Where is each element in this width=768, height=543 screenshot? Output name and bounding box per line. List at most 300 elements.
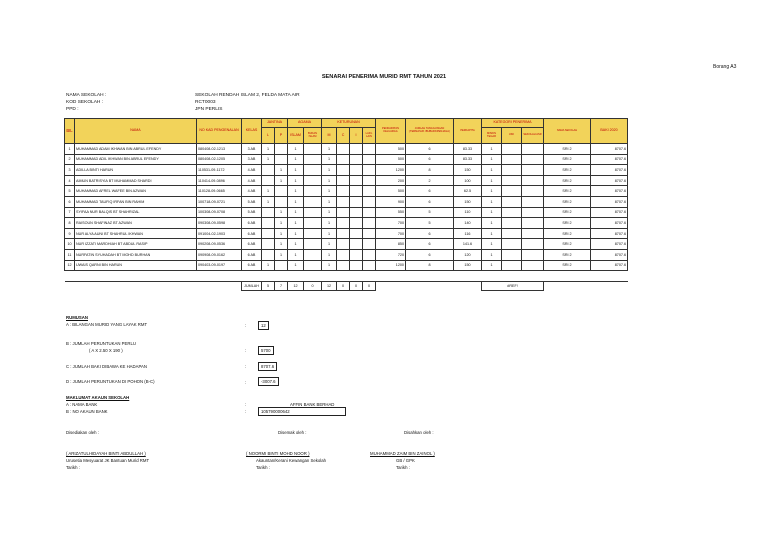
cell-i bbox=[350, 260, 363, 271]
cell-miskin: 1 bbox=[482, 207, 502, 218]
cell-l bbox=[262, 175, 275, 186]
cell-asr bbox=[522, 186, 544, 197]
cell-baki: 8707.6 bbox=[591, 154, 628, 165]
total-lain: 0 bbox=[363, 282, 376, 291]
table-row bbox=[65, 196, 628, 207]
total-bukan: 0 bbox=[304, 282, 322, 291]
table-row bbox=[65, 239, 628, 250]
rumusan-d-value: -3007.6 bbox=[258, 377, 279, 386]
cell-m: 1 bbox=[322, 175, 337, 186]
cell-p bbox=[275, 144, 288, 155]
cell-islam: 1 bbox=[288, 196, 304, 207]
cell-kelas: 6 AB bbox=[242, 260, 262, 271]
header-bil: BIL bbox=[65, 119, 75, 144]
cell-lain bbox=[363, 196, 376, 207]
cell-pendapatan: 900 bbox=[376, 196, 406, 207]
cell-sekolah: SRI 2 bbox=[544, 228, 591, 239]
cell-pendapatan: 200 bbox=[376, 175, 406, 186]
cell-kelas: 6 AB bbox=[242, 228, 262, 239]
cell-sekolah: SRI 2 bbox=[544, 260, 591, 271]
cell-c bbox=[337, 249, 350, 260]
cell-lain bbox=[363, 175, 376, 186]
cell-asr bbox=[522, 175, 544, 186]
cell-kp: 090308-09-0598 bbox=[197, 218, 242, 229]
header-kat-miskin: MISKIN TEGAR bbox=[482, 128, 502, 144]
cell-c bbox=[337, 186, 350, 197]
header-agama-bukan-islam: BUKAN ISLAM bbox=[304, 128, 322, 144]
cell-baki: 8707.6 bbox=[591, 207, 628, 218]
bank-name-colon: : bbox=[245, 402, 247, 407]
cell-c bbox=[337, 207, 350, 218]
approved-by-name: MUHAMMAD ZAIM BIN ZAINOL ) bbox=[370, 451, 435, 456]
cell-lain bbox=[363, 165, 376, 176]
cell-bil: 1 bbox=[65, 144, 75, 155]
cell-tanggungan: 6 bbox=[406, 154, 454, 165]
cell-i bbox=[350, 196, 363, 207]
cell-lain bbox=[363, 260, 376, 271]
cell-nama: MUHAMMAD ADIL IKHWAN BIN ABRUL EFENDY bbox=[75, 154, 197, 165]
cell-asr bbox=[522, 196, 544, 207]
cell-p: 1 bbox=[275, 249, 288, 260]
header-ket-lain: LAIN-LAIN bbox=[363, 128, 376, 144]
cell-nama: MUHAMMAD TAUFIQ IRFAN BIN RAHIM bbox=[75, 196, 197, 207]
cell-kelas: 3 AB bbox=[242, 154, 262, 165]
cell-tanggungan: 6 bbox=[406, 196, 454, 207]
total-kategori: #REF! bbox=[482, 282, 544, 291]
cell-kp: 090208-09-0536 bbox=[197, 239, 242, 250]
cell-m: 1 bbox=[322, 218, 337, 229]
totals-tail bbox=[544, 282, 628, 291]
cell-p: 1 bbox=[275, 165, 288, 176]
ppd-label: PPD : bbox=[66, 107, 79, 112]
cell-tanggungan: 6 bbox=[406, 144, 454, 155]
prepared-by-date: Tarikh : bbox=[66, 465, 80, 470]
header-nama: NAMA bbox=[75, 119, 197, 144]
cell-p: 1 bbox=[275, 228, 288, 239]
cell-sekolah: SRI 2 bbox=[544, 218, 591, 229]
cell-l: 1 bbox=[262, 144, 275, 155]
cell-bukan bbox=[304, 175, 322, 186]
cell-nama: UWAIS QARNI BIN HARUN bbox=[75, 260, 197, 271]
cell-bil: 10 bbox=[65, 239, 75, 250]
header-kelas: KELAS bbox=[242, 119, 262, 144]
cell-l: 1 bbox=[262, 154, 275, 165]
cell-islam: 1 bbox=[288, 207, 304, 218]
cell-m: 1 bbox=[322, 154, 337, 165]
cell-p bbox=[275, 196, 288, 207]
approved-by-caption: Disahkan oleh : bbox=[404, 430, 434, 435]
cell-perkapita: 150 bbox=[454, 196, 482, 207]
cell-kp: 080408-02-1213 bbox=[197, 144, 242, 155]
checked-by-caption: Disemak oleh : bbox=[278, 430, 307, 435]
cell-perkapita: 150 bbox=[454, 260, 482, 271]
cell-tanggungan: 6 bbox=[406, 249, 454, 260]
cell-ukk bbox=[502, 165, 522, 176]
cell-sekolah: SRI 2 bbox=[544, 175, 591, 186]
cell-i bbox=[350, 144, 363, 155]
cell-baki: 8707.6 bbox=[591, 239, 628, 250]
checked-by-date: Tarikh : bbox=[256, 465, 270, 470]
header-ket-m: M bbox=[322, 128, 337, 144]
cell-ukk bbox=[502, 260, 522, 271]
cell-i bbox=[350, 249, 363, 260]
cell-bukan bbox=[304, 228, 322, 239]
cell-ukk bbox=[502, 186, 522, 197]
cell-m: 1 bbox=[322, 196, 337, 207]
cell-l: 1 bbox=[262, 196, 275, 207]
cell-bil: 5 bbox=[65, 186, 75, 197]
cell-lain bbox=[363, 218, 376, 229]
cell-miskin: 1 bbox=[482, 196, 502, 207]
cell-bil: 12 bbox=[65, 260, 75, 271]
cell-baki: 8707.6 bbox=[591, 249, 628, 260]
cell-m: 1 bbox=[322, 249, 337, 260]
cell-i bbox=[350, 175, 363, 186]
cell-islam: 1 bbox=[288, 175, 304, 186]
total-m: 12 bbox=[322, 282, 337, 291]
cell-bukan bbox=[304, 165, 322, 176]
cell-p: 1 bbox=[275, 175, 288, 186]
cell-c bbox=[337, 218, 350, 229]
cell-l bbox=[262, 228, 275, 239]
cell-kp: 100308-09-0708 bbox=[197, 207, 242, 218]
cell-p bbox=[275, 260, 288, 271]
cell-perkapita: 140 bbox=[454, 218, 482, 229]
cell-bil: 2 bbox=[65, 154, 75, 165]
cell-pendapatan: 1200 bbox=[376, 165, 406, 176]
cell-nama: NUR IZZATI MARDHIAH BT ABDUL RASIP bbox=[75, 239, 197, 250]
header-pendapatan: PENDAPATAN KELUARGA bbox=[376, 119, 406, 144]
cell-i bbox=[350, 186, 363, 197]
cell-bukan bbox=[304, 144, 322, 155]
cell-nama: NURFATIN SYUHADAH BT MOHD BURHAN bbox=[75, 249, 197, 260]
cell-c bbox=[337, 196, 350, 207]
checked-by-role: Akauntan/Kerani Kewangan Sekolah bbox=[256, 458, 326, 463]
bank-account-value: 105790000642 bbox=[258, 407, 346, 416]
cell-l bbox=[262, 249, 275, 260]
cell-sekolah: SRI 2 bbox=[544, 186, 591, 197]
header-kat-ukk: UKK bbox=[502, 128, 522, 144]
cell-nama: MUHAMMAD ADAM IKHWAN BIN ABRUL EFENDY bbox=[75, 144, 197, 155]
cell-pendapatan: 700 bbox=[376, 218, 406, 229]
cell-p: 1 bbox=[275, 207, 288, 218]
cell-islam: 1 bbox=[288, 249, 304, 260]
cell-ukk bbox=[502, 175, 522, 186]
cell-c bbox=[337, 165, 350, 176]
cell-perkapita: 110 bbox=[454, 207, 482, 218]
cell-kp: 090403-09-0197 bbox=[197, 260, 242, 271]
cell-perkapita: 120 bbox=[454, 249, 482, 260]
cell-pendapatan: 500 bbox=[376, 186, 406, 197]
cell-l bbox=[262, 239, 275, 250]
cell-ukk bbox=[502, 196, 522, 207]
cell-pendapatan: 1200 bbox=[376, 260, 406, 271]
cell-kp: 110128-09-0665 bbox=[197, 186, 242, 197]
cell-bukan bbox=[304, 207, 322, 218]
cell-m: 1 bbox=[322, 239, 337, 250]
cell-bukan bbox=[304, 239, 322, 250]
cell-miskin: 1 bbox=[482, 228, 502, 239]
cell-i bbox=[350, 154, 363, 165]
cell-perkapita: 141.6 bbox=[454, 239, 482, 250]
cell-lain bbox=[363, 154, 376, 165]
cell-perkapita: 150 bbox=[454, 165, 482, 176]
cell-islam: 1 bbox=[288, 144, 304, 155]
table-row bbox=[65, 175, 628, 186]
cell-islam: 1 bbox=[288, 228, 304, 239]
cell-bil: 8 bbox=[65, 218, 75, 229]
cell-kelas: 6 AB bbox=[242, 218, 262, 229]
cell-asr bbox=[522, 228, 544, 239]
cell-bukan bbox=[304, 218, 322, 229]
cell-ukk bbox=[502, 249, 522, 260]
cell-kelas: 4 AB bbox=[242, 175, 262, 186]
cell-pendapatan: 550 bbox=[376, 207, 406, 218]
cell-sekolah: SRI 2 bbox=[544, 165, 591, 176]
school-code-label: KOD SEKOLAH : bbox=[66, 100, 104, 105]
bank-name-label: A : NAMA BANK bbox=[66, 402, 98, 407]
totals-empty bbox=[65, 282, 242, 291]
cell-asr bbox=[522, 207, 544, 218]
cell-bukan bbox=[304, 186, 322, 197]
header-perkapita: PERKAPITA bbox=[454, 119, 482, 144]
rumusan-title: RUMUSAN bbox=[66, 315, 88, 320]
cell-asr bbox=[522, 165, 544, 176]
cell-m: 1 bbox=[322, 165, 337, 176]
cell-c bbox=[337, 175, 350, 186]
cell-lain bbox=[363, 249, 376, 260]
cell-islam: 1 bbox=[288, 260, 304, 271]
table-row bbox=[65, 165, 628, 176]
cell-l: 1 bbox=[262, 260, 275, 271]
approved-by-role: GB / GPK bbox=[396, 458, 415, 463]
cell-tanggungan: 8 bbox=[406, 165, 454, 176]
cell-bil: 11 bbox=[65, 249, 75, 260]
rumusan-c-colon: : bbox=[245, 364, 247, 369]
cell-sekolah: SRI 2 bbox=[544, 196, 591, 207]
recipient-table bbox=[64, 118, 628, 291]
school-name-value: SEKOLAH RENDAH ISLAM 2, FELDA MATA AIR bbox=[195, 93, 300, 98]
totals-gap bbox=[376, 282, 482, 291]
header-jantina-p: P bbox=[275, 128, 288, 144]
cell-m: 1 bbox=[322, 260, 337, 271]
table-row bbox=[65, 228, 628, 239]
cell-nama: SYIFAA NUR BALQIS BT SHAHRIZAL bbox=[75, 207, 197, 218]
cell-l bbox=[262, 165, 275, 176]
cell-sekolah: SRI 2 bbox=[544, 154, 591, 165]
cell-sekolah: SRI 2 bbox=[544, 249, 591, 260]
cell-bukan bbox=[304, 196, 322, 207]
bank-name-value: AFFIN BANK BERHAD bbox=[290, 402, 335, 407]
cell-tanggungan: 8 bbox=[406, 260, 454, 271]
cell-tanggungan: 2 bbox=[406, 175, 454, 186]
totals-row bbox=[65, 282, 628, 291]
rumusan-b-label: B : JUMLAH PERUNTUKAN PERLU bbox=[66, 341, 136, 346]
cell-l: 1 bbox=[262, 186, 275, 197]
spacer-cell bbox=[65, 271, 628, 282]
rumusan-a-label: A : BILANGAN MURID YANG LAYAK RMT bbox=[66, 322, 148, 327]
cell-sekolah: SRI 2 bbox=[544, 239, 591, 250]
cell-kelas: 4 AB bbox=[242, 186, 262, 197]
header-jantina-l: L bbox=[262, 128, 275, 144]
cell-m: 1 bbox=[322, 186, 337, 197]
cell-asr bbox=[522, 144, 544, 155]
school-name-label: NAMA SEKOLAH : bbox=[66, 93, 107, 98]
table-row bbox=[65, 154, 628, 165]
cell-asr bbox=[522, 218, 544, 229]
cell-asr bbox=[522, 249, 544, 260]
cell-islam: 1 bbox=[288, 239, 304, 250]
cell-lain bbox=[363, 186, 376, 197]
cell-miskin: 1 bbox=[482, 165, 502, 176]
bank-account-colon: : bbox=[245, 409, 247, 414]
cell-c bbox=[337, 239, 350, 250]
cell-kp: 080408-02-1205 bbox=[197, 154, 242, 165]
cell-tanggungan: 6 bbox=[406, 186, 454, 197]
cell-bil: 3 bbox=[65, 165, 75, 176]
rumusan-d-colon: : bbox=[245, 380, 247, 385]
header-baki: BAKI 2020 bbox=[591, 119, 628, 144]
cell-bil: 4 bbox=[65, 175, 75, 186]
cell-sekolah: SRI 2 bbox=[544, 207, 591, 218]
cell-ukk bbox=[502, 228, 522, 239]
cell-miskin: 1 bbox=[482, 218, 502, 229]
cell-perkapita: 116 bbox=[454, 228, 482, 239]
header-no-kp: NO KAD PENGENALAN bbox=[197, 119, 242, 144]
cell-m: 1 bbox=[322, 207, 337, 218]
bank-title: MAKLUMAT AKAUN SEKOLAH bbox=[66, 395, 130, 400]
document-title: SENARAI PENERIMA MURID RMT TAHUN 2021 bbox=[321, 74, 447, 80]
cell-islam: 1 bbox=[288, 186, 304, 197]
cell-tanggungan: 5 bbox=[406, 207, 454, 218]
cell-kelas: 4 AB bbox=[242, 165, 262, 176]
total-i: 0 bbox=[350, 282, 363, 291]
table-row bbox=[65, 260, 628, 271]
bank-account-label: B : NO AKAUN BANK bbox=[66, 409, 108, 414]
table-row bbox=[65, 144, 628, 155]
cell-kelas: 3 AB bbox=[242, 144, 262, 155]
cell-perkapita: 83.33 bbox=[454, 144, 482, 155]
cell-bukan bbox=[304, 249, 322, 260]
rumusan-a-colon: : bbox=[245, 323, 247, 328]
cell-baki: 8707.6 bbox=[591, 260, 628, 271]
cell-i bbox=[350, 228, 363, 239]
cell-pendapatan: 850 bbox=[376, 239, 406, 250]
cell-miskin: 1 bbox=[482, 239, 502, 250]
cell-bil: 6 bbox=[65, 196, 75, 207]
header-ket-i: I bbox=[350, 128, 363, 144]
cell-lain bbox=[363, 207, 376, 218]
cell-kp: 090908-09-0162 bbox=[197, 249, 242, 260]
cell-ukk bbox=[502, 218, 522, 229]
cell-asr bbox=[522, 154, 544, 165]
cell-perkapita: 83.33 bbox=[454, 154, 482, 165]
cell-ukk bbox=[502, 207, 522, 218]
cell-m: 1 bbox=[322, 228, 337, 239]
rumusan-c-value: 8707.6 bbox=[258, 362, 277, 371]
total-p: 7 bbox=[275, 282, 288, 291]
table-row bbox=[65, 207, 628, 218]
header-tanggungan: JUMLAH TANGGUNGAN (TERMASUK IBUBAPA/PENJAGA) bbox=[406, 119, 454, 144]
header-agama: AGAMA bbox=[288, 119, 322, 128]
table-row bbox=[65, 186, 628, 197]
cell-islam: 1 bbox=[288, 165, 304, 176]
cell-baki: 8707.6 bbox=[591, 144, 628, 155]
cell-asr bbox=[522, 260, 544, 271]
form-code: Borang A3 bbox=[713, 64, 737, 70]
cell-nama: ADILLA BINTI HARUN bbox=[75, 165, 197, 176]
table-spacer-row bbox=[65, 271, 628, 282]
rumusan-c-label: C : JUMLAH BAKI DIBAWA KE HADAPAN bbox=[66, 364, 148, 369]
school-code-value: RCT0003 bbox=[195, 100, 216, 105]
cell-perkapita: 100 bbox=[454, 175, 482, 186]
header-ket-c: C bbox=[337, 128, 350, 144]
rumusan-b-value: 5700 bbox=[258, 346, 274, 355]
cell-lain bbox=[363, 239, 376, 250]
cell-islam: 1 bbox=[288, 218, 304, 229]
cell-tanggungan: 6 bbox=[406, 228, 454, 239]
prepared-by-name: ( ARIZATULHIDAYAH BINTI ABDULLAH ) bbox=[66, 451, 146, 456]
cell-bil: 9 bbox=[65, 228, 75, 239]
cell-kelas: 6 AB bbox=[242, 239, 262, 250]
checked-by-name: ( NOORMI BINTI MOHD NOOR ) bbox=[246, 451, 310, 456]
cell-ukk bbox=[502, 144, 522, 155]
cell-miskin: 1 bbox=[482, 249, 502, 260]
cell-lain bbox=[363, 144, 376, 155]
prepared-by-role: Urusetia Mesyuarat JK Bantuan Murid RMT bbox=[66, 458, 150, 463]
cell-miskin: 1 bbox=[482, 175, 502, 186]
cell-p: 1 bbox=[275, 239, 288, 250]
cell-l bbox=[262, 218, 275, 229]
cell-nama: MUHAMMAD AFREL WAFEE BIN AZWAN bbox=[75, 186, 197, 197]
totals-label: JUMLAH bbox=[242, 282, 262, 291]
cell-kp: 091004-02-1903 bbox=[197, 228, 242, 239]
cell-p: 1 bbox=[275, 218, 288, 229]
cell-pendapatan: 500 bbox=[376, 154, 406, 165]
cell-c bbox=[337, 260, 350, 271]
cell-baki: 8707.6 bbox=[591, 165, 628, 176]
header-kat-asr: SEKOLAH ASR bbox=[522, 128, 544, 144]
cell-miskin: 1 bbox=[482, 260, 502, 271]
rumusan-d-label: D : JUMLAH PERUNTUKAN DI POHON (B-C) bbox=[66, 379, 155, 384]
header-kategori: KATEGORI PENERIMA bbox=[482, 119, 544, 128]
cell-i bbox=[350, 218, 363, 229]
cell-islam: 1 bbox=[288, 154, 304, 165]
cell-ukk bbox=[502, 239, 522, 250]
cell-kelas: 6 AB bbox=[242, 249, 262, 260]
cell-baki: 8707.6 bbox=[591, 175, 628, 186]
header-agama-islam: ISLAM bbox=[288, 128, 304, 144]
prepared-by-caption: Disediakan oleh : bbox=[66, 430, 99, 435]
cell-m: 1 bbox=[322, 144, 337, 155]
cell-tanggungan: 5 bbox=[406, 218, 454, 229]
cell-sekolah: SRI 2 bbox=[544, 144, 591, 155]
cell-c bbox=[337, 154, 350, 165]
rumusan-b-colon: : bbox=[245, 348, 247, 353]
cell-nama: NUR ALYA AUNI BT SHAHRUL IKHWAN bbox=[75, 228, 197, 239]
cell-i bbox=[350, 165, 363, 176]
cell-pendapatan: 500 bbox=[376, 144, 406, 155]
cell-pendapatan: 700 bbox=[376, 228, 406, 239]
header-keturunan: KETURUNAN bbox=[322, 119, 376, 128]
table-row bbox=[65, 218, 628, 229]
cell-pendapatan: 720 bbox=[376, 249, 406, 260]
header-nama-sekolah: NAMA SEKOLAH bbox=[544, 119, 591, 144]
cell-i bbox=[350, 207, 363, 218]
cell-asr bbox=[522, 239, 544, 250]
cell-c bbox=[337, 228, 350, 239]
total-c: 0 bbox=[337, 282, 350, 291]
